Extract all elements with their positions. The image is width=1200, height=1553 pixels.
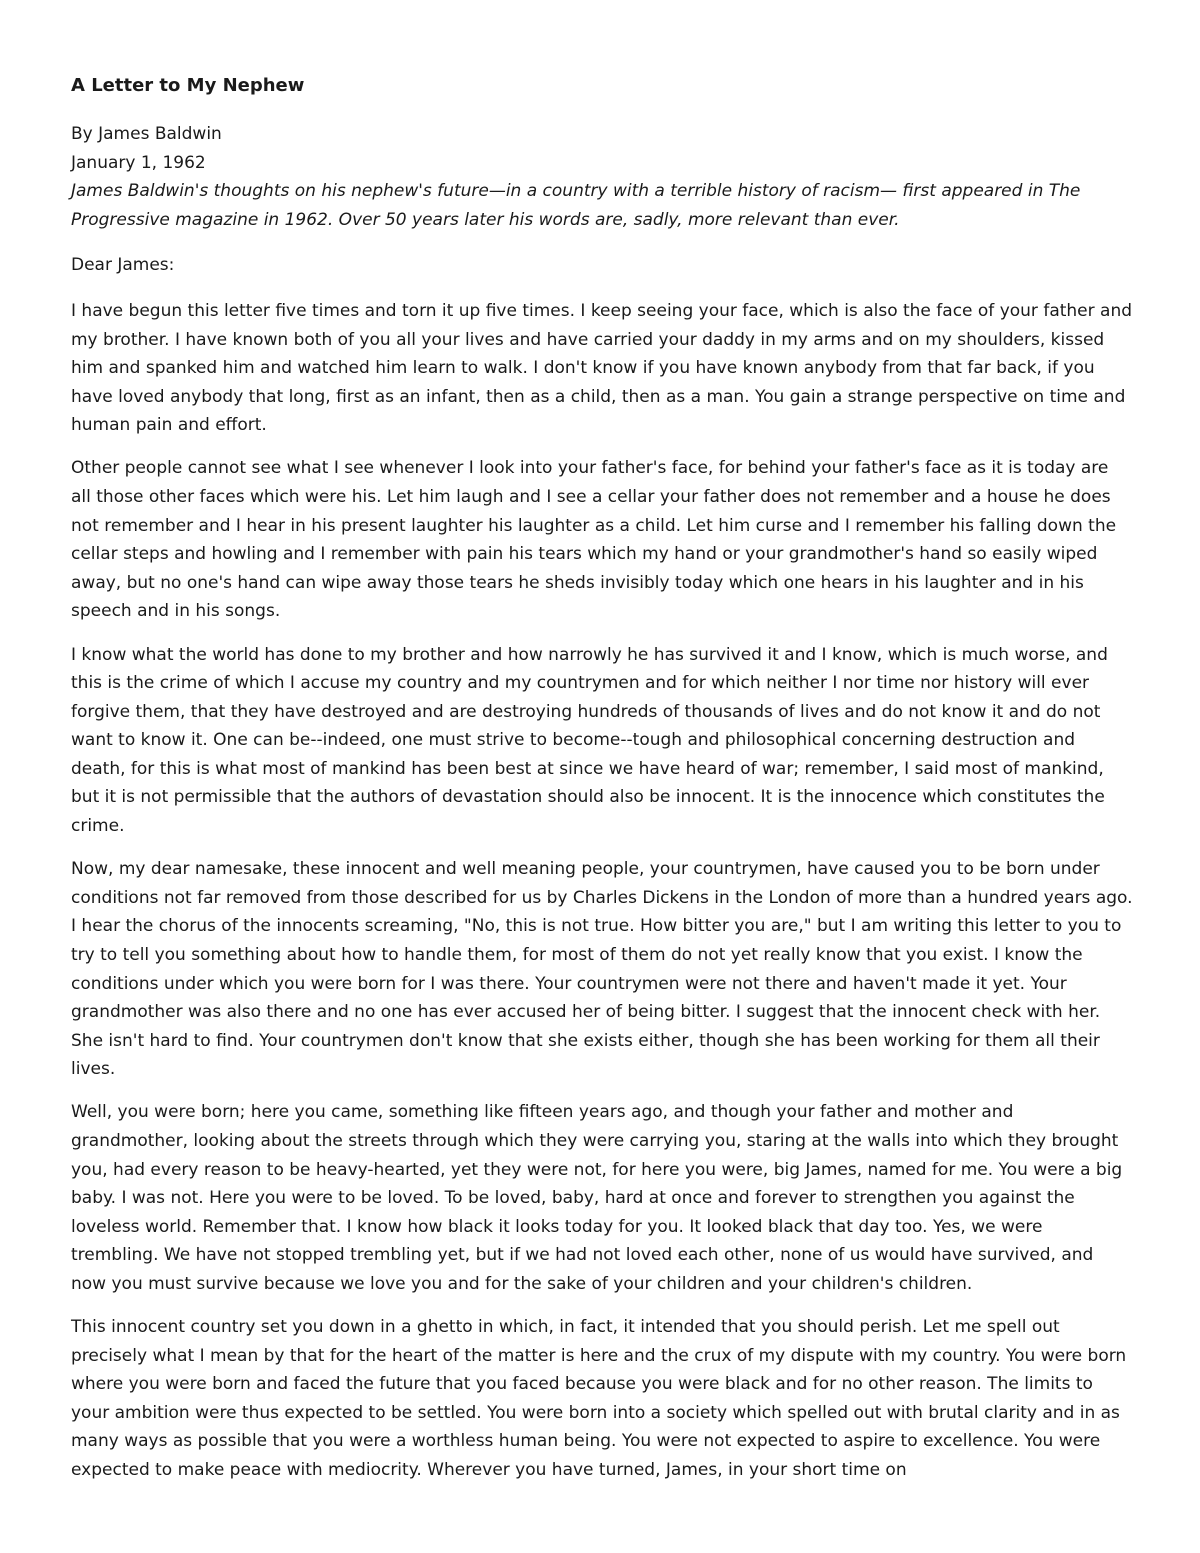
letter-salutation: Dear James: — [71, 255, 175, 276]
document-date: January 1, 1962 — [71, 152, 206, 173]
letter-paragraph-1: I have begun this letter five times and torn it up five times. I keep seeing your face, which is also the face of your father and my brother. I have known both of you all your lives and have carried your daddy in my arms and on my shoulders, kissed him and spanked him and watched him learn to walk. I don't know if you have known anybody from that far back, if you have loved anybody that long, first as an infant, then as a child, then as a man. You gain a strange perspective on time and human pain and effort. — [71, 300, 1133, 436]
letter-paragraph-2: Other people cannot see what I see whenever I look into your father's face, for behind your father's face as it is today are all those other faces which were his. Let him laugh and I see a cellar your father does not remember and a house he does not remember and I hear in his present laughter his laughter as a child. Let him curse and I remember his falling down the cellar steps and howling and I remember with pain his tears which my hand or your grandmother's hand so easily wiped away, but no one's hand can wipe away those tears he sheds invisibly today which one hears in his laughter and in his speech and in his songs. — [71, 458, 1117, 622]
letter-paragraph-4: Now, my dear namesake, these innocent and well meaning people, your countrymen, have caused you to be born under conditions not far removed from those described for us by Charles Dickens in the London of more than a hundred years ago. I hear the chorus of the innocents screaming, "No, this is not true. How bitter you are," but I am writing this letter to you to try to tell you something about how to handle them, for most of them do not yet really know that you exist. I know the conditions under which you were born for I was there. Your countrymen were not there and haven't made it yet. Your grandmother was also there and no one has ever accused her of being bitter. I suggest that the innocent check with her. She isn't hard to find. Your countrymen don't know that she exists either, though she has been working for them all their lives. — [71, 859, 1133, 1080]
document-page — [71, 72, 1133, 1499]
document-byline: By James Baldwin — [71, 124, 222, 144]
document-subtitle: James Baldwin's thoughts on his nephew's future—in a country with a terrible history of racism— first appeared in The Progressive magazine in 1962. Over 50 years later his words are, sadly, more relevant than ever. — [71, 181, 1081, 230]
letter-paragraph-6: This innocent country set you down in a ghetto in which, in fact, it intended that you should perish. Let me spell out precisely what I mean by that for the heart of the matter is here and the crux of my dispute with my country. You were born where you were born and faced the future that you faced because you were black and for no other reason. The limits to your ambition were thus expected to be settled. You were born into a society which spelled out with brutal clarity and in as many ways as possible that you were a worthless human being. You were not expected to aspire to excellence. You were expected to make peace with mediocrity. Wherever you have turned, James, in your short time on — [71, 1317, 1127, 1481]
letter-paragraph-3: I know what the world has done to my brother and how narrowly he has survived it and I know, which is much worse, and this is the crime of which I accuse my country and my countrymen and for which neither I nor time nor history will ever forgive them, that they have destroyed and are destroying hundreds of thousands of lives and do not know it and do not want to know it. One can be--indeed, one must strive to become--tough and philosophical concerning destruction and death, for this is what most of mankind has been best at since we have heard of war; remember, I said most of mankind, but it is not permissible that the authors of devastation should also be innocent. It is the innocence which constitutes the crime. — [71, 644, 1108, 837]
letter-paragraph-5: Well, you were born; here you came, something like fifteen years ago, and though your father and mother and grandmother, looking about the streets through which they were carrying you, staring at the walls into which they brought you, had every reason to be heavy-hearted, yet they were not, for here you were, big James, named for me. You were a big baby. I was not. Here you were to be loved. To be loved, baby, hard at once and forever to strengthen you against the loveless world. Remember that. I know how black it looks today for you. It looked black that day too. Yes, we were trembling. We have not stopped trembling yet, but if we had not loved each other, none of us would have survived, and now you must survive because we love you and for the sake of your children and your children's children. — [71, 1102, 1123, 1294]
document-title: A Letter to My Nephew — [71, 75, 305, 96]
